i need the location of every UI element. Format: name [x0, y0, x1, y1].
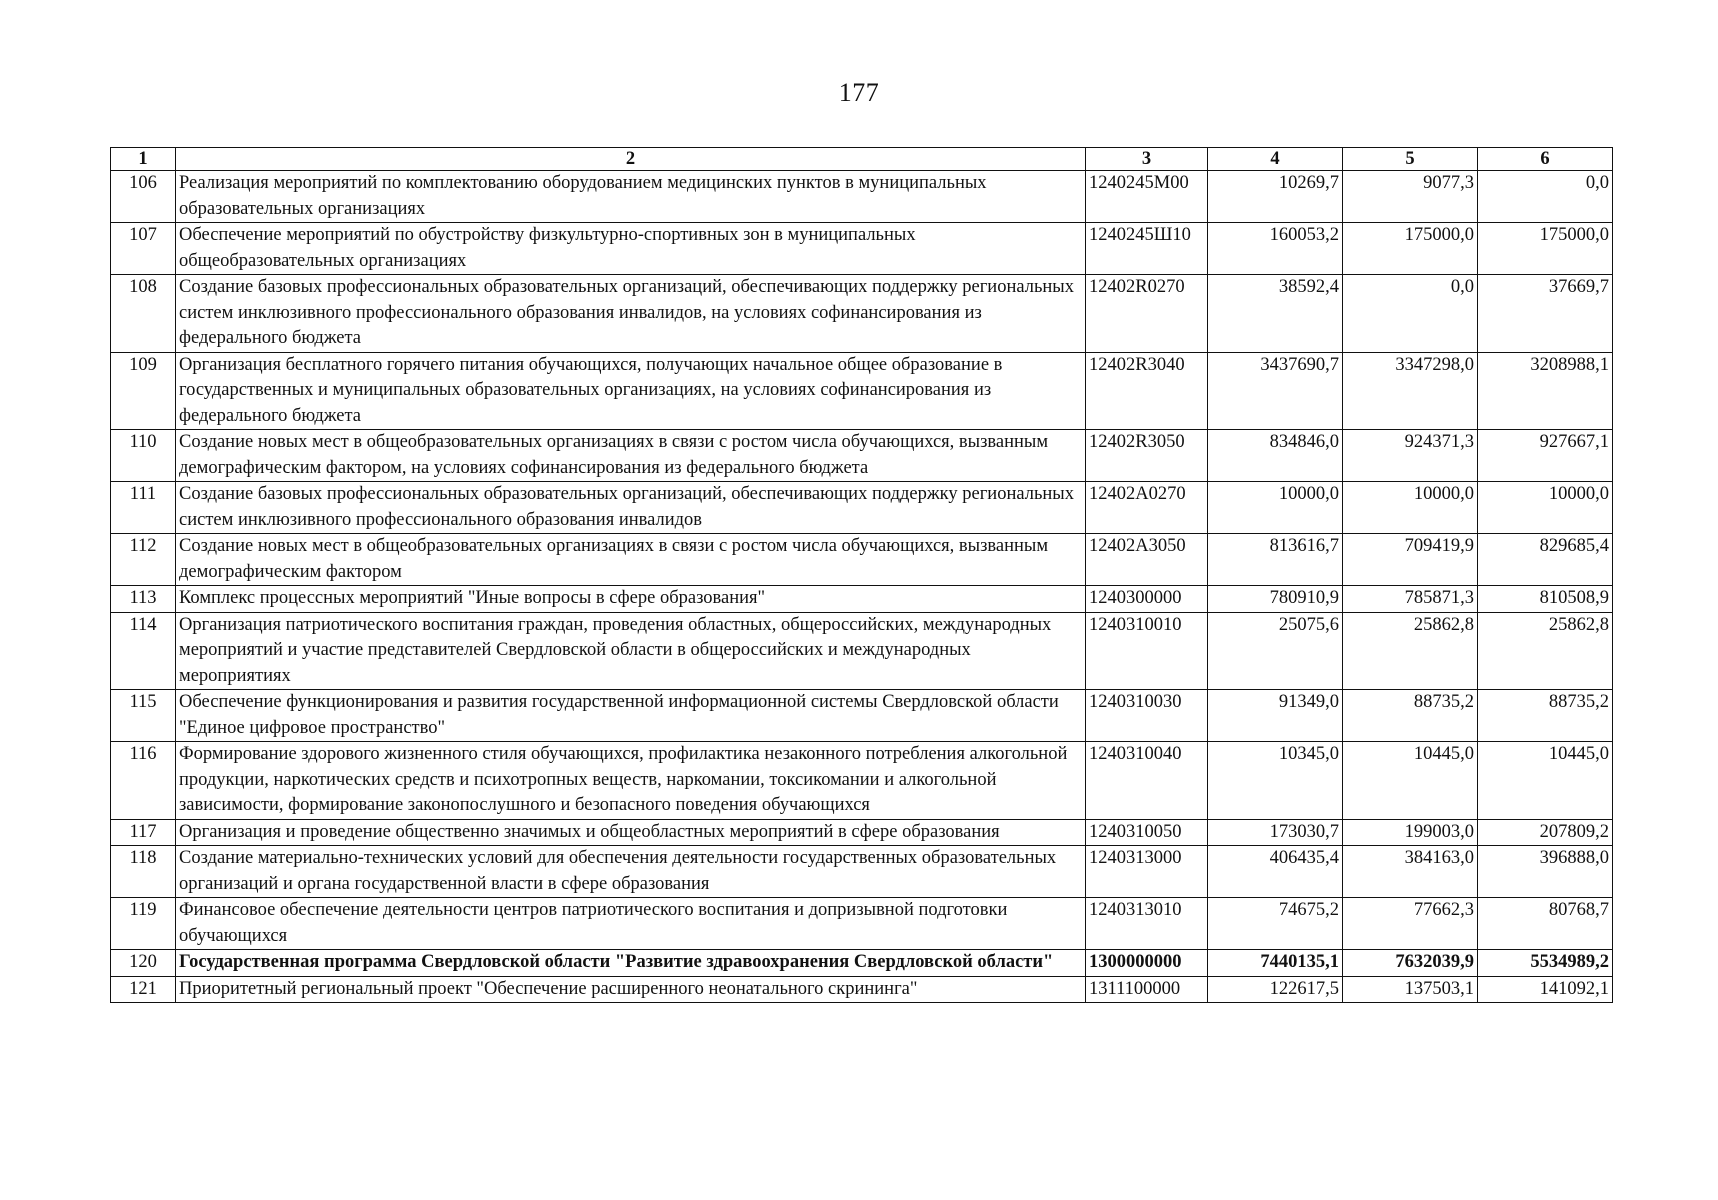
- table-body: [111, 171, 1613, 1003]
- row-value-col5: 0,0: [1343, 275, 1478, 353]
- row-value-col5: 384163,0: [1343, 846, 1478, 898]
- row-description: Финансовое обеспечение деятельности центров патриотического воспитания и допризывной подготовки обучающихся: [176, 898, 1086, 950]
- row-value-col4: 10345,0: [1208, 742, 1343, 820]
- row-number: 115: [111, 690, 176, 742]
- row-number: 113: [111, 586, 176, 613]
- row-value-col5: 77662,3: [1343, 898, 1478, 950]
- header-col-4: 4: [1208, 148, 1343, 171]
- row-value-col6: 10000,0: [1478, 482, 1613, 534]
- table-row: [111, 819, 1613, 846]
- row-value-col5: 10445,0: [1343, 742, 1478, 820]
- row-value-col6: 10445,0: [1478, 742, 1613, 820]
- row-value-col4: 173030,7: [1208, 819, 1343, 846]
- row-code: 12402A3050: [1086, 534, 1208, 586]
- row-code: 1240313000: [1086, 846, 1208, 898]
- row-code: 1240310010: [1086, 612, 1208, 690]
- row-value-col5: 137503,1: [1343, 976, 1478, 1003]
- row-value-col4: 3437690,7: [1208, 352, 1343, 430]
- budget-table: [110, 147, 1613, 1003]
- row-value-col5: 3347298,0: [1343, 352, 1478, 430]
- row-number: 109: [111, 352, 176, 430]
- table-row: [111, 846, 1613, 898]
- row-value-col5: 785871,3: [1343, 586, 1478, 613]
- table-row: [111, 742, 1613, 820]
- table-row: [111, 275, 1613, 353]
- row-number: 112: [111, 534, 176, 586]
- row-number: 119: [111, 898, 176, 950]
- row-number: 114: [111, 612, 176, 690]
- row-value-col6: 5534989,2: [1478, 950, 1613, 977]
- row-description: Организация и проведение общественно значимых и общеобластных мероприятий в сфере образования: [176, 819, 1086, 846]
- row-code: 1300000000: [1086, 950, 1208, 977]
- row-description: Создание базовых профессиональных образовательных организаций, обеспечивающих поддержку региональных систем инклюзивного профессионального образования инвалидов: [176, 482, 1086, 534]
- row-value-col4: 780910,9: [1208, 586, 1343, 613]
- row-description: Создание новых мест в общеобразовательных организациях в связи с ростом числа обучающихся, вызванным демографическим фактором, на условиях софинансирования из федерального бюджета: [176, 430, 1086, 482]
- table-row: [111, 586, 1613, 613]
- row-description: Комплекс процессных мероприятий "Иные вопросы в сфере образования": [176, 586, 1086, 613]
- row-value-col6: 37669,7: [1478, 275, 1613, 353]
- table-row: [111, 612, 1613, 690]
- header-col-1: 1: [111, 148, 176, 171]
- row-description: Реализация мероприятий по комплектованию оборудованием медицинских пунктов в муниципальных образовательных организациях: [176, 171, 1086, 223]
- row-description: Создание материально-технических условий для обеспечения деятельности государственных образовательных организаций и органа государственной власти в сфере образования: [176, 846, 1086, 898]
- row-value-col6: 207809,2: [1478, 819, 1613, 846]
- row-code: 1240300000: [1086, 586, 1208, 613]
- row-number: 110: [111, 430, 176, 482]
- row-value-col5: 175000,0: [1343, 223, 1478, 275]
- row-value-col5: 709419,9: [1343, 534, 1478, 586]
- row-value-col4: 38592,4: [1208, 275, 1343, 353]
- row-number: 117: [111, 819, 176, 846]
- row-value-col6: 829685,4: [1478, 534, 1613, 586]
- row-value-col6: 810508,9: [1478, 586, 1613, 613]
- row-value-col5: 25862,8: [1343, 612, 1478, 690]
- row-value-col6: 25862,8: [1478, 612, 1613, 690]
- table-row: [111, 171, 1613, 223]
- row-code: 12402R0270: [1086, 275, 1208, 353]
- header-col-3: 3: [1086, 148, 1208, 171]
- row-description: Государственная программа Свердловской области "Развитие здравоохранения Свердловской области": [176, 950, 1086, 977]
- table-row: [111, 690, 1613, 742]
- row-code: 1240310030: [1086, 690, 1208, 742]
- row-value-col5: 7632039,9: [1343, 950, 1478, 977]
- row-code: 12402A0270: [1086, 482, 1208, 534]
- row-value-col5: 10000,0: [1343, 482, 1478, 534]
- row-code: 1240310040: [1086, 742, 1208, 820]
- page-number: 177: [838, 78, 880, 107]
- row-value-col6: 396888,0: [1478, 846, 1613, 898]
- row-value-col5: 924371,3: [1343, 430, 1478, 482]
- row-number: 116: [111, 742, 176, 820]
- table-row: [111, 950, 1613, 977]
- row-number: 111: [111, 482, 176, 534]
- header-col-6: 6: [1478, 148, 1613, 171]
- row-value-col6: 141092,1: [1478, 976, 1613, 1003]
- row-number: 118: [111, 846, 176, 898]
- row-number: 120: [111, 950, 176, 977]
- row-value-col6: 175000,0: [1478, 223, 1613, 275]
- row-value-col6: 0,0: [1478, 171, 1613, 223]
- table-row: [111, 534, 1613, 586]
- row-value-col4: 10269,7: [1208, 171, 1343, 223]
- row-value-col6: 88735,2: [1478, 690, 1613, 742]
- row-value-col4: 10000,0: [1208, 482, 1343, 534]
- row-value-col4: 91349,0: [1208, 690, 1343, 742]
- row-description: Формирование здорового жизненного стиля обучающихся, профилактика незаконного потребления алкогольной продукции, наркотических средств и психотропных веществ, наркомании, токсикомании и алкогольной зависимости, формирование законопослушного и безопасного поведения обучающихся: [176, 742, 1086, 820]
- header-col-2: 2: [176, 148, 1086, 171]
- row-value-col4: 25075,6: [1208, 612, 1343, 690]
- row-description: Создание базовых профессиональных образовательных организаций, обеспечивающих поддержку региональных систем инклюзивного профессионального образования инвалидов, на условиях софинансирования из федерального бюджета: [176, 275, 1086, 353]
- row-description: Организация бесплатного горячего питания обучающихся, получающих начальное общее образование в государственных и муниципальных образовательных организациях, на условиях софинансирования из федерального бюджета: [176, 352, 1086, 430]
- row-code: 1240310050: [1086, 819, 1208, 846]
- row-value-col5: 199003,0: [1343, 819, 1478, 846]
- row-description: Обеспечение функционирования и развития государственной информационной системы Свердловской области "Единое цифровое пространство": [176, 690, 1086, 742]
- row-description: Создание новых мест в общеобразовательных организациях в связи с ростом числа обучающихся, вызванным демографическим фактором: [176, 534, 1086, 586]
- row-number: 108: [111, 275, 176, 353]
- row-number: 106: [111, 171, 176, 223]
- row-value-col5: 88735,2: [1343, 690, 1478, 742]
- header-row: [111, 148, 1613, 171]
- table-row: [111, 352, 1613, 430]
- row-number: 107: [111, 223, 176, 275]
- row-value-col4: 834846,0: [1208, 430, 1343, 482]
- row-code: 1240245М00: [1086, 171, 1208, 223]
- row-value-col5: 9077,3: [1343, 171, 1478, 223]
- table-row: [111, 223, 1613, 275]
- row-code: 1240245Ш10: [1086, 223, 1208, 275]
- row-value-col4: 7440135,1: [1208, 950, 1343, 977]
- table-row: [111, 976, 1613, 1003]
- header-col-5: 5: [1343, 148, 1478, 171]
- row-value-col4: 813616,7: [1208, 534, 1343, 586]
- table-row: [111, 898, 1613, 950]
- row-code: 1311100000: [1086, 976, 1208, 1003]
- row-value-col6: 927667,1: [1478, 430, 1613, 482]
- table-row: [111, 482, 1613, 534]
- row-value-col4: 74675,2: [1208, 898, 1343, 950]
- row-code: 1240313010: [1086, 898, 1208, 950]
- row-description: Организация патриотического воспитания граждан, проведения областных, общероссийских, международных мероприятий и участие представителей Свердловской области в общероссийских и международных мероприятиях: [176, 612, 1086, 690]
- row-value-col4: 406435,4: [1208, 846, 1343, 898]
- row-value-col4: 122617,5: [1208, 976, 1343, 1003]
- table-row: [111, 430, 1613, 482]
- row-number: 121: [111, 976, 176, 1003]
- row-value-col6: 80768,7: [1478, 898, 1613, 950]
- row-value-col6: 3208988,1: [1478, 352, 1613, 430]
- row-description: Приоритетный региональный проект "Обеспечение расширенного неонатального скрининга": [176, 976, 1086, 1003]
- row-code: 12402R3040: [1086, 352, 1208, 430]
- row-description: Обеспечение мероприятий по обустройству физкультурно-спортивных зон в муниципальных общеобразовательных организациях: [176, 223, 1086, 275]
- row-code: 12402R3050: [1086, 430, 1208, 482]
- row-value-col4: 160053,2: [1208, 223, 1343, 275]
